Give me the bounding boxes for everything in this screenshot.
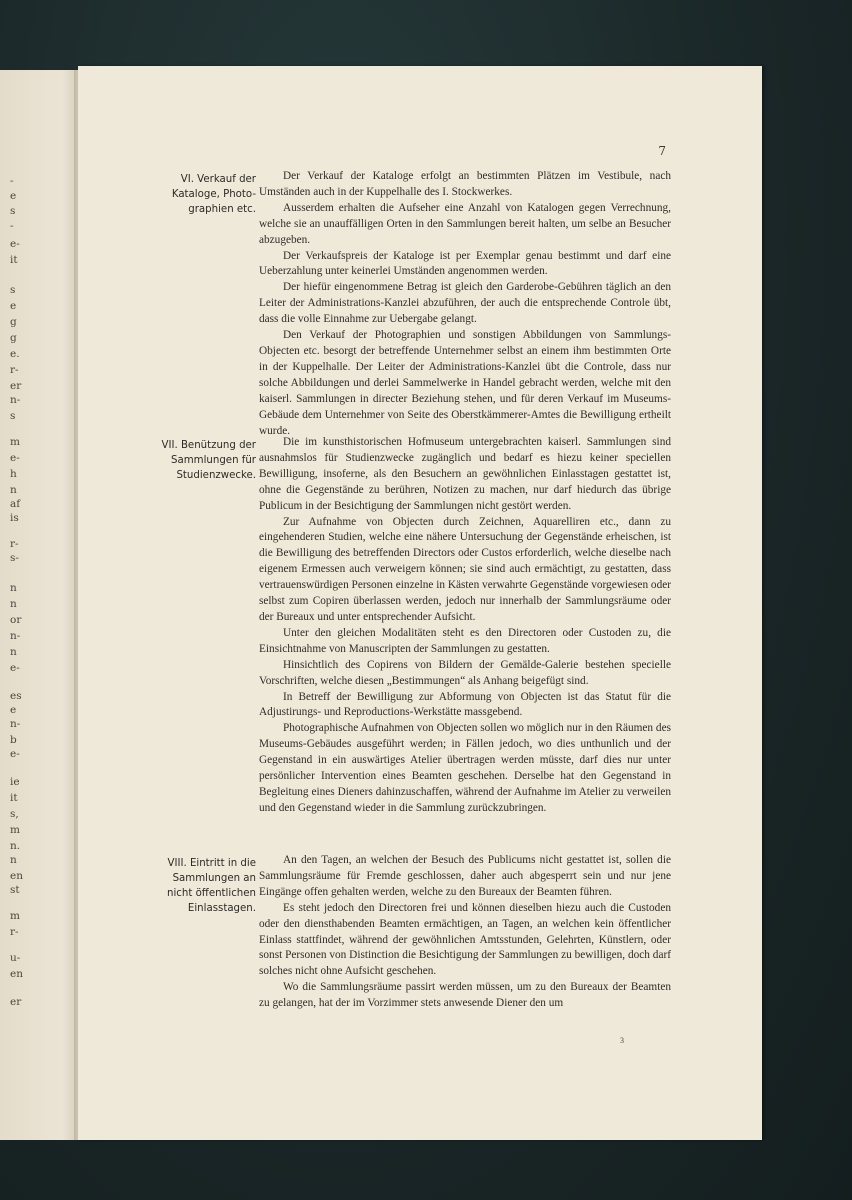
left-page-fragment: e	[10, 300, 17, 312]
left-page-fragment: n-	[10, 394, 21, 406]
left-page-fragment: m	[10, 824, 20, 836]
left-page-fragment: it	[10, 254, 18, 266]
paragraph: Der hiefür eingenommene Betrag ist gleich den Garderobe-Gebühren täglich an den Leiter der Administrations-Kanzlei abzuführen, der auch die entsprechende Controle übt, dass die volle Einnahme zur Uebergabe gelangt.	[259, 281, 671, 326]
left-page-fragment: e	[10, 190, 17, 202]
left-page-fragment: n	[10, 598, 17, 610]
left-page-fragment: s,	[10, 808, 19, 820]
left-page-fragment: g	[10, 316, 17, 328]
left-page-fragment: m	[10, 910, 20, 922]
document-page	[78, 66, 762, 1140]
paragraph: Zur Aufnahme von Objecten durch Zeichnen, Aquarelliren etc., dann zu eingehenderen Studien, welche eine nähere Untersuchung der Gegenstände erheischen, ist die Bewilligung des betreffenden Directors oder Custos erforderlich, welche dieselbe nach eigenem Ermessen auch verweigern können; sie sind auch ermächtigt, zu gestatten, dass vertrauenswürdigen Personen einzelne in Kästen verwahrte Gegenstände vorgewiesen oder selbst zum Copiren überlassen werden, jedoch nur innerhalb der Sammlungsräume oder der Bureaux und unter entsprechender Aufsicht.	[259, 515, 671, 623]
paragraph: Hinsichtlich des Copirens von Bildern der Gemälde-Galerie bestehen specielle Vorschriften, welche diesen „Bestimmungen“ als Anhang beigefügt sind.	[259, 658, 671, 687]
left-page-fragment: n-	[10, 630, 21, 642]
left-page-fragment: u-	[10, 952, 21, 964]
left-page-fragment: en	[10, 968, 23, 980]
left-page-fragment: s-	[10, 552, 19, 564]
left-page-fragment: e	[10, 704, 17, 716]
left-page-fragment: r-	[10, 364, 19, 376]
left-page-fragment: es	[10, 690, 22, 702]
left-page-fragment: af	[10, 498, 21, 510]
left-page-fragment: n	[10, 484, 17, 496]
paragraph: Ausserdem erhalten die Aufseher eine Anzahl von Katalogen gegen Verrechnung, welche sie an unauffälligen Orten in den Sammlungen bereit halten, um selbe an Besucher abzugeben.	[259, 201, 671, 246]
left-page-fragment: it	[10, 792, 18, 804]
paragraph: Der Verkauf der Kataloge erfolgt an bestimmten Plätzen im Vestibule, nach Umständen auch in der Kuppelhalle des I. Stockwerkes.	[259, 170, 671, 198]
paragraph: Den Verkauf der Photographien und sonstigen Abbildungen von Sammlungs-Objecten etc. besorgt der betreffende Unternehmer selbst an einem ihm bestimmten Orte in der Kuppelhalle. Der Leiter der Administrations-Kanzlei übt die Controle, dass nur solche Abbildungen und derlei Sammelwerke in Handel gebracht werden, welche mit den kaiserl. Sammlungen in directer Beziehung stehen, und für deren Verkauf im Museums-Gebäude dem Unternehmer von Seite des Oberstkämmerer-Amtes die Bewilligung ertheilt wurde.	[259, 329, 671, 437]
left-page-fragment: r-	[10, 538, 19, 550]
left-page-fragment: g	[10, 332, 17, 344]
paragraph: Die im kunsthistorischen Hofmuseum untergebrachten kaiserl. Sammlungen sind ausnahmslos für Studienzwecke zugänglich und bedarf es hiezu keiner speciellen Bewilligung, insoferne, als den Besuchern an gewöhnlichen Einlasstagen gestattet ist, ohne die Gegenstände zu berühren, Notizen zu machen, nur darf hiedurch das übrige Publicum in der Besichtigung der Sammlungen nicht gestört werden.	[259, 436, 671, 512]
left-page-fragment: s	[10, 205, 16, 217]
page-number: 7	[658, 144, 666, 158]
left-page-fragment: st	[10, 884, 20, 896]
paragraph: In Betreff der Bewilligung zur Abformung von Objecten ist das Statut für die Adjustirungs- und Reproductions-Werkstätte massgebend.	[259, 690, 671, 719]
paragraph: Es steht jedoch den Directoren frei und können dieselben hiezu auch die Custoden oder den diensthabenden Beamten ermächtigen, an Tagen, an welchen kein öffentlicher Einlass stattfindet, während der gewöhnlichen Amtsstunden, Gelehrten, Künstlern, oder sonst Personen von Distinction die Besichtigung der Sammlungen zu bewilligen, doch darf solches nicht ohne Aufsicht geschehen.	[259, 901, 671, 978]
left-page-fragment: -	[10, 175, 14, 187]
paragraph: Der Verkaufspreis der Kataloge ist per Exemplar genau bestimmt und darf eine Ueberzahlung unter keinerlei Umständen angenommen werden.	[259, 249, 671, 278]
section-body-viii	[259, 853, 671, 1012]
left-page-fragment: b	[10, 734, 17, 746]
paragraph: An den Tagen, an welchen der Besuch des Publicums nicht gestattet ist, sollen die Sammlungsräume für Fremde geschlossen, daher auch abgesperrt sein und nur jene Eingänge offen gehalten werden, welche zu den Bureaux der Beamten führen.	[259, 854, 671, 898]
left-page-fragment: er	[10, 996, 22, 1008]
left-page-fragment: er	[10, 380, 22, 392]
left-page-fragment: e-	[10, 662, 20, 674]
left-page-fragment: s	[10, 410, 16, 422]
section-body-vii	[259, 435, 671, 817]
left-page-fragment: is	[10, 512, 19, 524]
paragraph: Photographische Aufnahmen von Objecten sollen wo möglich nur in den Räumen des Museums-Gebäudes ausgeführt werden; in Fällen jedoch, wo dies unthunlich und der Gegenstand in ein auswärtiges Atelier übertragen werden müsste, darf dies nur unter persönlicher Intervention eines Beamten geschehen. Derselbe hat den Gegenstand in Begleitung eines Dieners dahinzuschaffen, während der Aufnahme im Atelier zu verweilen und den Gegenstand wieder in die Sammlung zurückzubringen.	[259, 722, 671, 814]
signature-mark: 3	[620, 1036, 624, 1045]
left-page-fragment: n	[10, 854, 17, 866]
left-page-edge	[0, 70, 78, 1140]
left-page-fragment: or	[10, 614, 22, 626]
paragraph: Unter den gleichen Modalitäten steht es den Directoren oder Custoden zu, die Einsichtnahme von Manuscripten der Sammlungen zu gestatten.	[259, 626, 671, 655]
section-heading-vii: VII. Benützung der Sammlungen für Studienzwecke.	[161, 440, 256, 481]
left-page-fragment: r-	[10, 926, 19, 938]
left-page-fragment: e-	[10, 452, 20, 464]
left-page-fragment: s	[10, 284, 16, 296]
left-page-fragment: n	[10, 646, 17, 658]
left-page-fragment: ie	[10, 776, 20, 788]
left-page-fragment: e-	[10, 238, 20, 250]
left-page-fragment: e-	[10, 748, 20, 760]
left-page-fragment: h	[10, 468, 17, 480]
left-page-fragment: -	[10, 220, 14, 232]
left-page-fragment: e.	[10, 348, 20, 360]
left-page-fragment: n-	[10, 718, 21, 730]
left-page-fragment: n.	[10, 840, 21, 852]
section-body-vi	[259, 169, 671, 439]
left-page-fragment: en	[10, 870, 23, 882]
section-heading-vi: VI. Verkauf der Kataloge, Photo-graphien etc.	[171, 174, 256, 215]
left-page-fragment: n	[10, 582, 17, 594]
section-heading-viii: VIII. Eintritt in die Sammlungen an nicht öffentlichen Einlasstagen.	[167, 858, 256, 914]
paragraph: Wo die Sammlungsräume passirt werden müssen, um zu den Bureaux der Beamten zu gelangen, hat der im Vorzimmer stets anwesende Diener den um	[259, 981, 671, 1010]
left-page-fragment: m	[10, 436, 20, 448]
